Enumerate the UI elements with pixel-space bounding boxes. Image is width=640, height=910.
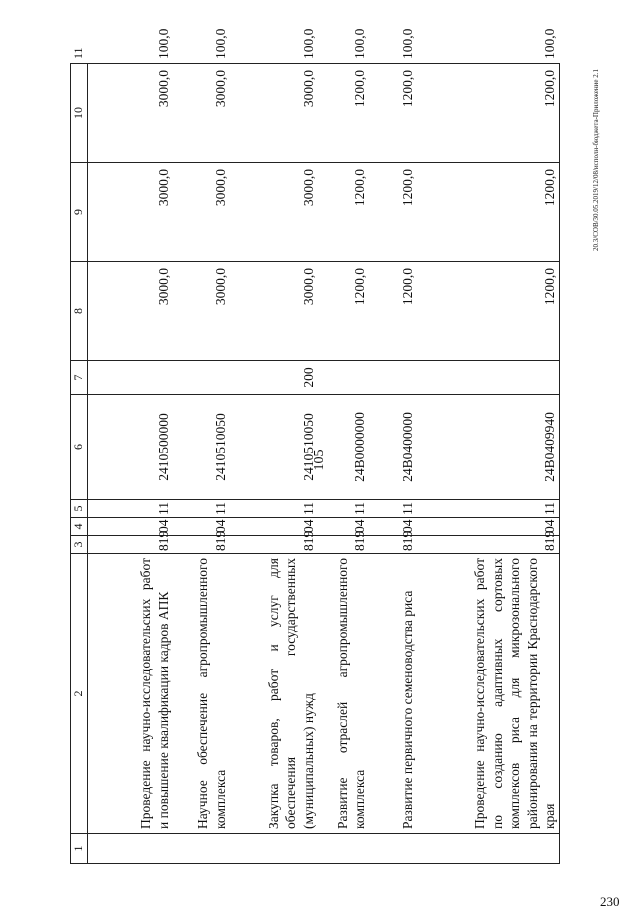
header-col-8: 8 — [71, 262, 88, 361]
row-section-cell: 04 — [417, 518, 560, 536]
row-number-cell — [369, 834, 417, 864]
row-admin-code-cell: 819 — [369, 536, 417, 554]
row-section-cell: 04 — [230, 518, 318, 536]
row-subsection-cell: 11 — [417, 500, 560, 518]
row-col8-value-cell: 3000,0 — [230, 262, 318, 361]
row-expense-type-cell — [87, 361, 172, 395]
row-section-cell: 04 — [87, 518, 172, 536]
row-expense-type-cell: 200 — [230, 361, 318, 395]
table-row: Проведение научно-исследовательских работ и повышение квалификации кадров АПК 819 04 11 2410500000 3000,0 3000,0 3000,0 100,0 — [87, 64, 172, 864]
row-name-cell: Развитие первичного семеноводства риса — [369, 554, 417, 834]
header-col-3: 3 — [71, 536, 88, 554]
page-number: 105 — [312, 449, 327, 471]
row-subsection-cell: 11 — [230, 500, 318, 518]
row-col9-value-cell: 1200,0 — [317, 163, 369, 262]
row-admin-code-cell: 819 — [87, 536, 172, 554]
budget-table — [70, 28, 560, 864]
row-subsection-cell: 11 — [173, 500, 230, 518]
row-col8-value-cell: 3000,0 — [173, 262, 230, 361]
row-admin-code-cell: 819 — [417, 536, 560, 554]
row-number-cell — [173, 834, 230, 864]
row-number-cell — [230, 834, 318, 864]
table-header-row: 1 2 3 4 5 6 7 8 9 10 11 — [71, 64, 88, 864]
row-target-article-cell: 24В0409940 — [417, 395, 560, 500]
header-col-5: 5 — [71, 500, 88, 518]
table-row: Проведение научно-исследовательских работ по созданию адаптивных сортовых комплексов риса для микрозонального районирования на территории Краснодарского края 819 04 11 24В0409940 1200,0 1200,0 1200,0 100,0 — [417, 64, 560, 864]
row-subsection-cell: 11 — [317, 500, 369, 518]
row-admin-code-cell: 819 — [317, 536, 369, 554]
row-col8-value-cell: 1200,0 — [369, 262, 417, 361]
row-col9-value-cell: 1200,0 — [369, 163, 417, 262]
row-expense-type-cell — [173, 361, 230, 395]
header-col-9: 9 — [71, 163, 88, 262]
table-row: Развитие первичного семеноводства риса 819 04 11 24В0400000 1200,0 1200,0 1200,0 100,0 — [369, 64, 417, 864]
table-row: Развитие отраслей агропромышленного комплекса 819 04 11 24В0000000 1200,0 1200,0 1200,0 100,0 — [317, 64, 369, 864]
row-col8-value-cell: 1200,0 — [317, 262, 369, 361]
row-target-article-cell: 2410510050 — [230, 395, 318, 500]
row-target-article-cell: 24В0000000 — [317, 395, 369, 500]
row-name-cell: Проведение научно-исследовательских работ по созданию адаптивных сортовых комплексов риса для микрозонального районирования на территории Краснодарского края — [417, 554, 560, 834]
row-number-cell — [317, 834, 369, 864]
row-section-cell: 04 — [173, 518, 230, 536]
row-col10-value-cell: 3000,0 — [173, 64, 230, 163]
row-name-cell: Развитие отраслей агропромышленного комплекса — [317, 554, 369, 834]
row-admin-code-cell: 819 — [173, 536, 230, 554]
row-name-cell: Закупка товаров, работ и услуг для обеспечения государственных (муниципальных) нужд — [230, 554, 318, 834]
row-number-cell — [87, 834, 172, 864]
row-number-cell — [417, 834, 560, 864]
corner-page-number: 230 — [600, 894, 620, 909]
header-col-4: 4 — [71, 518, 88, 536]
row-target-article-cell: 24В0400000 — [369, 395, 417, 500]
row-expense-type-cell — [369, 361, 417, 395]
row-col9-value-cell: 3000,0 — [173, 163, 230, 262]
header-col-1: 1 — [71, 834, 88, 864]
row-expense-type-cell — [317, 361, 369, 395]
row-target-article-cell: 2410500000 — [87, 395, 172, 500]
row-section-cell: 04 — [369, 518, 417, 536]
row-col10-value-cell: 1200,0 — [369, 64, 417, 163]
document-path-note: 20.3/СОВ/30.05.2019/12/08/исполн-бюджета-Приложение 2.1 — [592, 69, 600, 251]
table-body — [87, 28, 559, 864]
row-name-cell: Проведение научно-исследовательских работ и повышение квалификации кадров АПК — [87, 554, 172, 834]
header-col-6: 6 — [71, 395, 88, 500]
row-col9-value-cell: 1200,0 — [417, 163, 560, 262]
row-col10-value-cell: 3000,0 — [87, 64, 172, 163]
row-subsection-cell: 11 — [369, 500, 417, 518]
table-row: Научное обеспечение агропромышленного комплекса 819 04 11 2410510050 3000,0 3000,0 3000,0 100,0 — [173, 64, 230, 864]
row-target-article-cell: 2410510050 — [173, 395, 230, 500]
row-col8-value-cell: 1200,0 — [417, 262, 560, 361]
table-row: Закупка товаров, работ и услуг для обеспечения государственных (муниципальных) нужд 819 04 11 2410510050 200 3000,0 3000,0 3000,0 100,0 — [230, 64, 318, 864]
row-col10-value-cell: 3000,0 — [230, 64, 318, 163]
header-col-10: 10 — [71, 64, 88, 163]
row-admin-code-cell: 819 — [230, 536, 318, 554]
row-col10-value-cell: 1200,0 — [417, 64, 560, 163]
row-section-cell: 04 — [317, 518, 369, 536]
row-col10-value-cell: 1200,0 — [317, 64, 369, 163]
row-col9-value-cell: 3000,0 — [87, 163, 172, 262]
row-col9-value-cell: 3000,0 — [230, 163, 318, 262]
row-expense-type-cell — [417, 361, 560, 395]
row-name-cell: Научное обеспечение агропромышленного комплекса — [173, 554, 230, 834]
budget-table-container — [70, 28, 560, 864]
row-subsection-cell: 11 — [87, 500, 172, 518]
header-col-2: 2 — [71, 554, 88, 834]
header-col-7: 7 — [71, 361, 88, 395]
row-col8-value-cell: 3000,0 — [87, 262, 172, 361]
